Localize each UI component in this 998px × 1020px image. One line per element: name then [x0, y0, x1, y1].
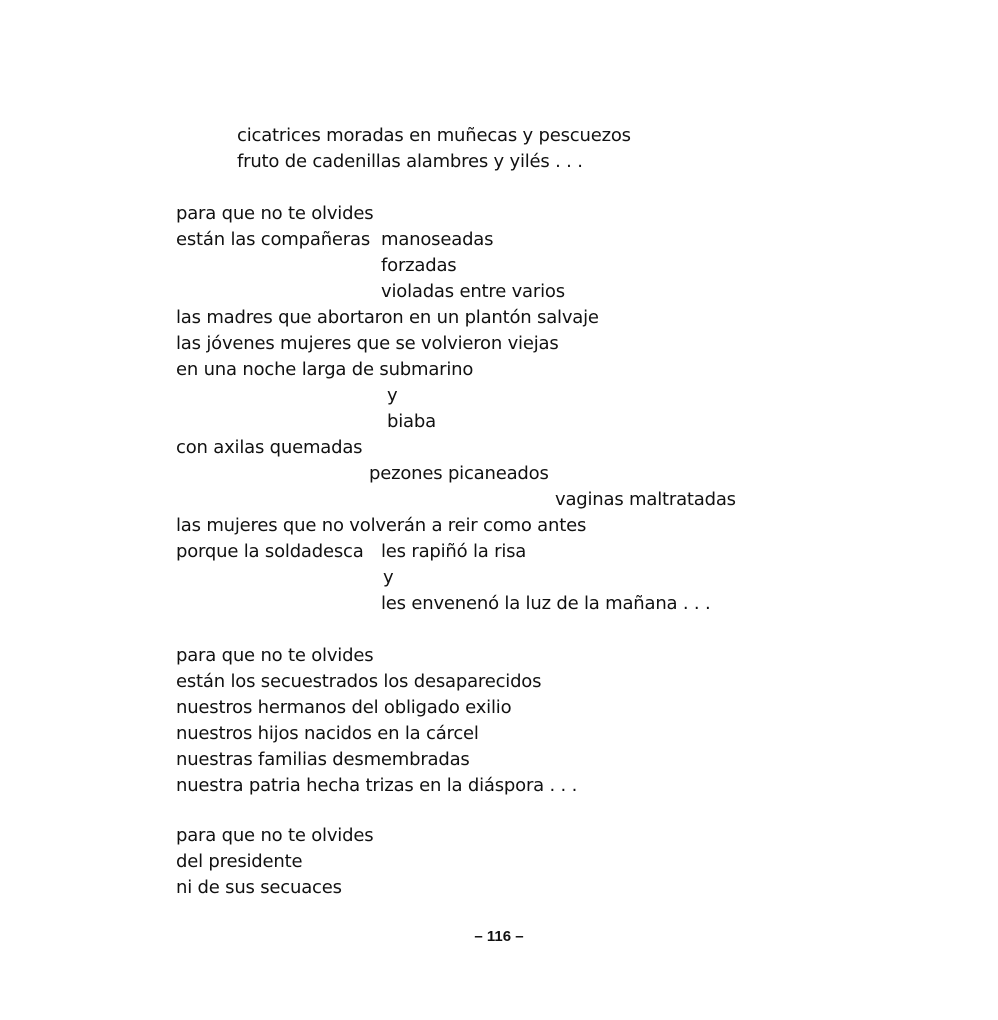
poem-line: las jóvenes mujeres que se volvieron viejas [176, 333, 559, 354]
poem-line: nuestras familias desmembradas [176, 749, 470, 770]
poem-line: y [383, 567, 394, 588]
poem-line: forzadas [381, 255, 457, 276]
poem-line: porque la soldadesca [176, 541, 364, 562]
poem-line: del presidente [176, 851, 303, 872]
poem-line: las madres que abortaron en un plantón salvaje [176, 307, 599, 328]
poem-line: manoseadas [381, 229, 494, 250]
poem-line: para que no te olvides [176, 203, 374, 224]
poem-line: nuestros hermanos del obligado exilio [176, 697, 512, 718]
poem-line: las mujeres que no volverán a reir como antes [176, 515, 587, 536]
poem-line: fruto de cadenillas alambres y yilés . . . [237, 151, 583, 172]
poem-line: ni de sus secuaces [176, 877, 342, 898]
poem-line: están los secuestrados los desaparecidos [176, 671, 542, 692]
poem-line: están las compañeras [176, 229, 370, 250]
poem-line: para que no te olvides [176, 645, 374, 666]
poem-line: vaginas maltratadas [555, 489, 736, 510]
poem-line: pezones picaneados [369, 463, 549, 484]
poem-line: para que no te olvides [176, 825, 374, 846]
page-number: – 116 – [474, 928, 524, 945]
poem-line: violadas entre varios [381, 281, 565, 302]
poem-line: biaba [387, 411, 436, 432]
poem-line: les envenenó la luz de la mañana . . . [381, 593, 711, 614]
poem-line: en una noche larga de submarino [176, 359, 474, 380]
poem-line: y [387, 385, 398, 406]
poem-line: nuestra patria hecha trizas en la diáspora . . . [176, 775, 578, 796]
poem-line: nuestros hijos nacidos en la cárcel [176, 723, 479, 744]
poem-line: con axilas quemadas [176, 437, 363, 458]
poem-line: les rapiñó la risa [381, 541, 527, 562]
poem-line: cicatrices moradas en muñecas y pescuezos [237, 125, 631, 146]
